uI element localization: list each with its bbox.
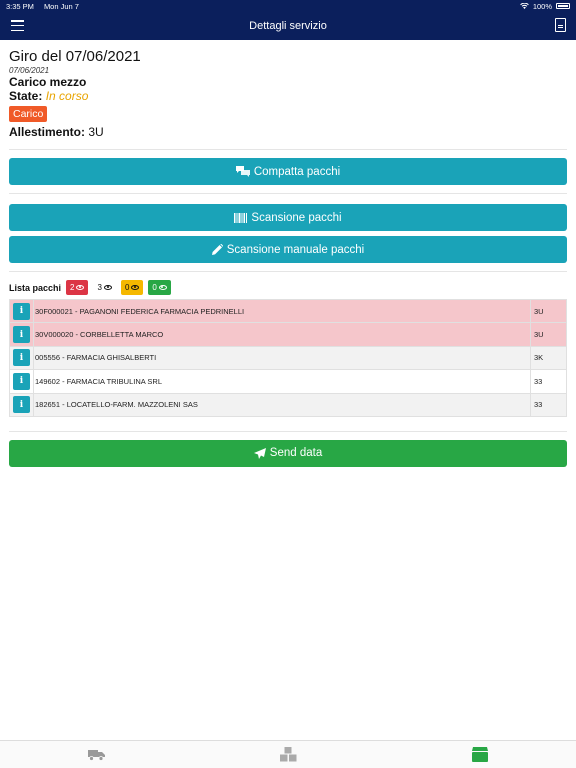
barcode-icon xyxy=(234,213,247,223)
nav-bar xyxy=(0,12,576,40)
battery-percent: 100% xyxy=(532,1,552,11)
info-cell xyxy=(10,300,34,323)
state-label: State: xyxy=(9,89,43,103)
main-content xyxy=(0,40,576,467)
count-badge-yellow[interactable] xyxy=(121,280,143,295)
info-icon[interactable]: i xyxy=(13,303,30,320)
compress-icon xyxy=(236,166,250,177)
package-icon xyxy=(472,747,488,762)
count-badge-green[interactable] xyxy=(148,280,170,295)
package-name: 149602 - FARMACIA TRIBULINA SRL xyxy=(34,370,531,393)
pencil-icon xyxy=(212,244,223,255)
package-name: 182651 - LOCATELLO-FARM. MAZZOLENI SAS xyxy=(34,393,531,416)
eye-icon xyxy=(76,285,84,290)
scansione-pacchi-button[interactable] xyxy=(9,204,567,231)
count-badge-plain[interactable] xyxy=(93,280,115,295)
battery-icon xyxy=(556,3,570,9)
lista-pacchi-label: Lista pacchi xyxy=(9,282,62,293)
count-green: 0 xyxy=(152,283,157,292)
document-icon[interactable] xyxy=(555,18,566,32)
info-icon[interactable]: i xyxy=(13,326,30,343)
menu-icon[interactable] xyxy=(11,20,24,31)
info-cell xyxy=(10,346,34,369)
info-icon[interactable]: i xyxy=(13,373,30,390)
scansione-manuale-label: Scansione manuale pacchi xyxy=(226,243,365,256)
send-data-button[interactable] xyxy=(9,440,567,467)
eye-icon xyxy=(104,285,112,290)
package-name: 30F000021 - PAGANONI FEDERICA FARMACIA PEDRINELLI xyxy=(34,300,531,323)
info-icon[interactable]: i xyxy=(13,349,30,366)
table-row[interactable] xyxy=(10,323,567,346)
truck-icon xyxy=(88,749,105,761)
package-code: 33 xyxy=(531,393,567,416)
scansione-manuale-button[interactable] xyxy=(9,236,567,263)
info-cell xyxy=(10,323,34,346)
package-code: 33 xyxy=(531,370,567,393)
packages-table xyxy=(9,299,567,417)
allestimento-label: Allestimento: xyxy=(9,125,86,139)
page-title: Giro del 07/06/2021 xyxy=(9,48,141,65)
eye-icon xyxy=(159,285,167,290)
boxes-icon xyxy=(280,747,297,762)
status-right xyxy=(520,2,570,11)
allestimento-value: 3U xyxy=(88,125,104,139)
table-row[interactable] xyxy=(10,393,567,416)
compatta-pacchi-button[interactable] xyxy=(9,158,567,185)
tab-truck[interactable] xyxy=(0,741,192,768)
tab-bar xyxy=(0,740,576,768)
send-data-label: Send data xyxy=(269,447,323,460)
lista-pacchi-header xyxy=(9,280,567,295)
package-name: 30V000020 - CORBELLETTA MARCO xyxy=(34,323,531,346)
eye-icon xyxy=(131,285,139,290)
state-value: In corso xyxy=(45,89,89,103)
divider xyxy=(9,271,567,272)
divider xyxy=(9,149,567,150)
count-plain: 3 xyxy=(97,283,102,292)
scansione-pacchi-label: Scansione pacchi xyxy=(251,211,342,224)
package-code: 3U xyxy=(531,300,567,323)
info-cell xyxy=(10,370,34,393)
package-name: 005556 - FARMACIA GHISALBERTI xyxy=(34,346,531,369)
tab-package[interactable] xyxy=(384,741,576,768)
section-name: Carico mezzo xyxy=(9,75,87,89)
info-cell xyxy=(10,393,34,416)
send-icon xyxy=(254,448,266,459)
table-row[interactable] xyxy=(10,346,567,369)
status-bar xyxy=(0,0,576,12)
divider xyxy=(9,431,567,432)
count-red: 2 xyxy=(70,283,75,292)
state-line xyxy=(9,89,567,103)
count-badge-red[interactable] xyxy=(66,280,88,295)
status-date: Mon Jun 7 xyxy=(43,1,79,11)
wifi-icon xyxy=(520,3,529,9)
count-yellow: 0 xyxy=(124,283,130,292)
allestimento-line xyxy=(9,125,567,139)
service-date: 07/06/2021 xyxy=(9,66,50,75)
package-code: 3K xyxy=(531,346,567,369)
nav-title: Dettagli servizio xyxy=(249,20,327,32)
table-row[interactable] xyxy=(10,300,567,323)
info-icon[interactable]: i xyxy=(13,396,30,413)
divider xyxy=(9,193,567,194)
package-code: 3U xyxy=(531,323,567,346)
status-badge: Carico xyxy=(9,106,47,122)
table-row[interactable] xyxy=(10,370,567,393)
compatta-pacchi-label: Compatta pacchi xyxy=(253,165,341,178)
tab-boxes[interactable] xyxy=(192,741,384,768)
status-time: 3:35 PM xyxy=(6,1,34,11)
